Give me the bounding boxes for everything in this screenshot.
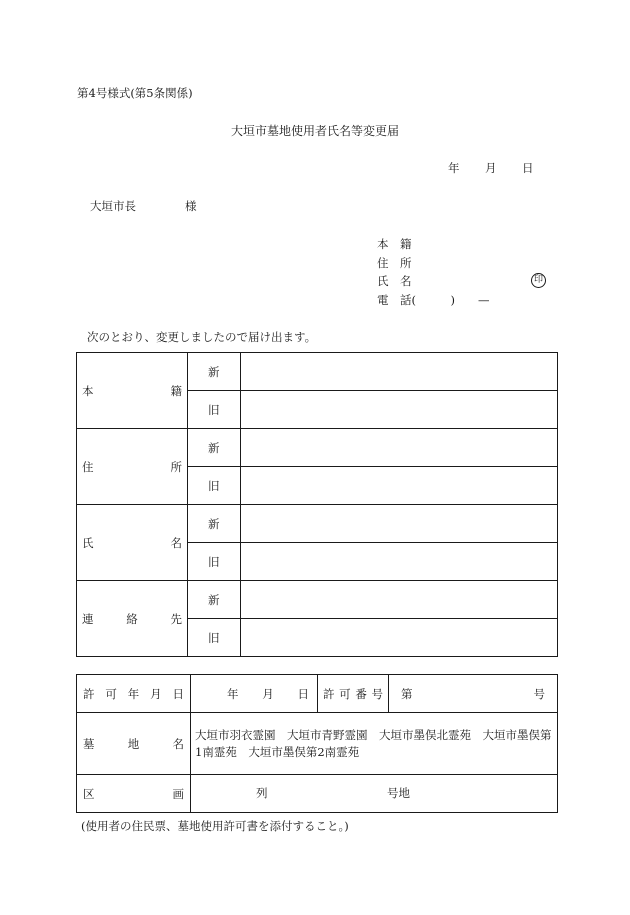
applicant-name: 氏 名 印 (377, 272, 489, 291)
change-table (76, 352, 558, 657)
row-label-contact: 連 絡 先 (77, 581, 188, 657)
permit-number-value[interactable]: 第 号 (389, 675, 558, 713)
form-number: 第4号様式(第5条関係) (77, 86, 193, 100)
domicile-old-field[interactable] (241, 391, 558, 429)
applicant-address: 住 所 (377, 255, 412, 270)
date-year: 年 (448, 161, 460, 175)
permit-date-label: 許 可 年 月 日 (77, 675, 191, 713)
applicant-phone: 電 話( ) — (377, 292, 490, 307)
contact-old-field[interactable] (241, 619, 558, 657)
applicant-domicile: 本 籍 (377, 237, 412, 251)
cemetery-label: 墓 地 名 (77, 713, 191, 775)
footnote: (使用者の住民票、墓地使用許可書を添付すること。) (81, 819, 349, 833)
seal-mark-icon: 印 (531, 273, 546, 288)
page-title: 大垣市墓地使用者氏名等変更届 (230, 124, 399, 138)
date-day: 日 (522, 161, 534, 175)
name-new-field[interactable] (241, 505, 558, 543)
contact-new-field[interactable] (241, 581, 558, 619)
domicile-new-field[interactable] (241, 353, 558, 391)
section-label: 区 画 (77, 775, 191, 813)
addressee (90, 198, 197, 214)
row-label-address: 住 所 (77, 429, 188, 505)
addressee-name: 大垣市長 (90, 199, 136, 213)
address-old-field[interactable] (241, 467, 558, 505)
addressee-honorific: 様 (185, 199, 197, 213)
section-value[interactable]: 列 号地 (191, 775, 558, 813)
permit-date-value[interactable]: 年 月 日 (191, 675, 318, 713)
new-label: 新 (188, 581, 241, 619)
row-label-domicile: 本 籍 (77, 353, 188, 429)
new-label: 新 (188, 353, 241, 391)
cemetery-list: 大垣市羽衣霊園 大垣市青野霊園 大垣市墨俣北霊苑 大垣市墨俣第1南霊苑 大垣市墨俣第2南霊苑 (191, 713, 558, 775)
new-label: 新 (188, 505, 241, 543)
old-label: 旧 (188, 543, 241, 581)
old-label: 旧 (188, 467, 241, 505)
permit-number-label: 許 可 番 号 (318, 675, 389, 713)
row-label-name: 氏 名 (77, 505, 188, 581)
new-label: 新 (188, 429, 241, 467)
applicant-block (377, 235, 543, 309)
intro-text: 次のとおり、変更しましたので届け出ます。 (87, 330, 317, 344)
name-old-field[interactable] (241, 543, 558, 581)
date-month: 月 (485, 161, 497, 175)
address-new-field[interactable] (241, 429, 558, 467)
permit-table (76, 674, 558, 813)
old-label: 旧 (188, 619, 241, 657)
old-label: 旧 (188, 391, 241, 429)
